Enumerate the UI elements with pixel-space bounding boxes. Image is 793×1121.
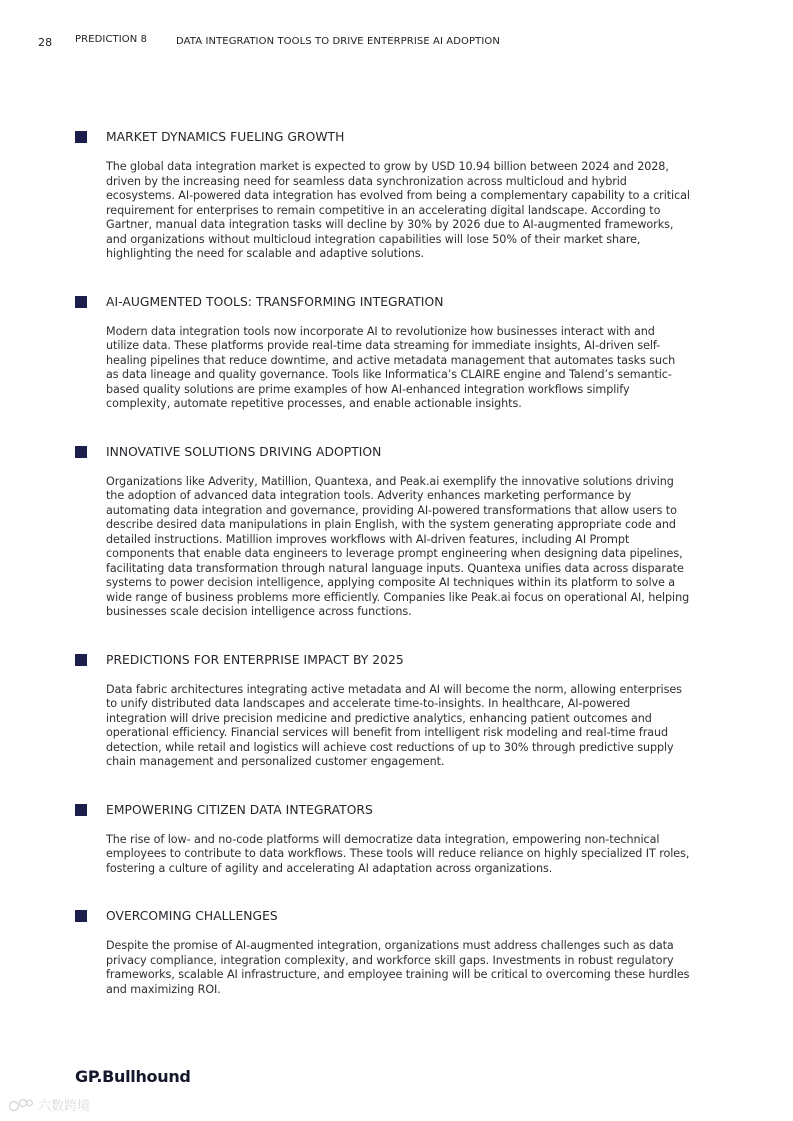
section-body: Despite the promise of AI-augmented integration, organizations must address challenges such as data privacy compliance, integration complexity, and workforce skill gaps. Investments in robust regulatory frameworks, scalable AI infrastructure, and employee training will be critical to overcoming these hurdles and maximizing ROI. xyxy=(106,939,690,996)
header-section-title: DATA INTEGRATION TOOLS TO DRIVE ENTERPRISE AI ADOPTION xyxy=(176,36,500,47)
watermark-text: 六数跨境 xyxy=(38,1099,91,1114)
section-body: Data fabric architectures integrating active metadata and AI will become the norm, allowing enterprises to unify distributed data landscapes and accelerate time-to-insights. In healthcare, AI-powered integration will drive precision medicine and predictive analytics, enhancing patient outcomes and operational efficiency. Financial services will benefit from intelligent risk modeling and real-time fraud detection, while retail and logistics will achieve cost reductions of up to 30% through predictive supply chain management and personalized customer engagement. xyxy=(106,682,682,768)
section-predictions-2025 xyxy=(75,652,695,770)
section-heading: EMPOWERING CITIZEN DATA INTEGRATORS xyxy=(106,802,373,817)
section-overcoming-challenges xyxy=(75,908,695,997)
section-innovative-solutions xyxy=(75,444,695,620)
section-ai-augmented-tools xyxy=(75,294,695,412)
section-market-dynamics xyxy=(75,129,695,262)
prediction-label: PREDICTION 8 xyxy=(75,34,148,45)
section-body: The rise of low- and no-code platforms will democratize data integration, empowering non-technical employees to contribute to data workflows. These tools will reduce reliance on highly specialized IT roles, fostering a culture of agility and accelerating AI adaptation across organizations. xyxy=(106,832,690,875)
watermark xyxy=(8,1095,90,1114)
square-bullet-icon xyxy=(75,296,87,308)
section-body: Organizations like Adverity, Matillion, Quantexa, and Peak.ai exemplify the innovative solutions driving the adoption of advanced data integration tools. Adverity enhances marketing performance by automating data integration and governance, providing AI-powered transformations that allow users to describe desired data manipulations in plain English, with the system generating appropriate code and detailed instructions. Matillion improves workflows with AI-driven features, including AI Prompt components that enable data engineers to leverage prompt engineering when designing data pipelines, facilitating data transformation through natural language inputs. Quantexa unifies data across disparate systems to power decision intelligence, applying composite AI techniques within its platform to solve a wide range of business problems more efficiently. Companies like Peak.ai focus on operational AI, helping businesses scale decision intelligence across functions. xyxy=(106,474,690,618)
section-citizen-integrators xyxy=(75,802,695,877)
section-heading: OVERCOMING CHALLENGES xyxy=(106,909,278,923)
section-heading: AI-AUGMENTED TOOLS: TRANSFORMING INTEGRATION xyxy=(106,294,444,309)
square-bullet-icon xyxy=(75,804,87,816)
section-body: The global data integration market is expected to grow by USD 10.94 billion between 2024 and 2028, driven by the increasing need for seamless data synchronization across multicloud and hybrid ecosystems. AI-powered data integration has evolved from being a complementary capability to a critical requirement for enterprises to remain competitive in an accelerating digital landscape. According to Gartner, manual data integration tasks will decline by 30% by 2026 due to AI-augmented frameworks, and organizations without multicloud integration capabilities will lose 50% of their market share, highlighting the need for scalable and adaptive solutions. xyxy=(106,160,690,260)
section-body: Modern data integration tools now incorporate AI to revolutionize how businesses interact with and utilize data. These platforms provide real-time data streaming for immediate insights, AI-driven self-healing pipelines that reduce downtime, and active metadata management that automates tasks such as data lineage and quality governance. Tools like Informatica’s CLAIRE engine and Talend’s semantic-based quality solutions are prime examples of how AI-enhanced integration workflows simplify complexity, automate repetitive processes, and enable actionable insights. xyxy=(106,324,676,410)
page-number: 28 xyxy=(38,36,53,49)
section-header xyxy=(75,652,695,668)
square-bullet-icon xyxy=(75,131,87,143)
section-heading: INNOVATIVE SOLUTIONS DRIVING ADOPTION xyxy=(106,444,382,459)
section-heading: MARKET DYNAMICS FUELING GROWTH xyxy=(106,130,345,144)
gp-bullhound-logo: GP.Bullhound xyxy=(75,1067,191,1086)
section-header xyxy=(75,802,695,818)
square-bullet-icon xyxy=(75,446,87,458)
page-header xyxy=(38,36,773,50)
section-heading: PREDICTIONS FOR ENTERPRISE IMPACT BY 2025 xyxy=(106,652,404,667)
square-bullet-icon xyxy=(75,910,87,922)
section-header xyxy=(75,294,695,310)
section-header xyxy=(75,444,695,460)
section-header xyxy=(75,908,695,924)
watermark-logo-icon xyxy=(8,1098,34,1112)
square-bullet-icon xyxy=(75,654,87,666)
section-header xyxy=(75,129,695,145)
main-content xyxy=(75,129,695,997)
